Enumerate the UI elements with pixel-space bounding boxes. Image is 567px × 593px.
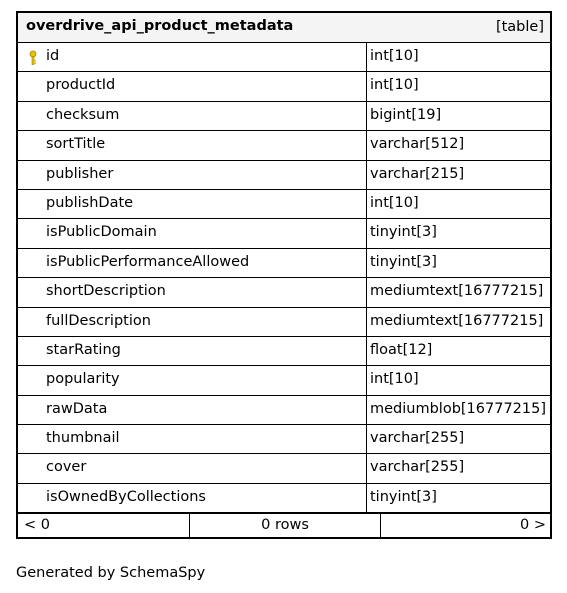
generated-by-label: Generated by SchemaSpy <box>16 565 206 581</box>
column-row[interactable] <box>18 484 550 513</box>
parents-count[interactable]: < 0 <box>24 517 50 533</box>
column-row[interactable] <box>18 190 550 219</box>
column-name: isPublicDomain <box>46 224 157 241</box>
column-name: popularity <box>46 371 120 388</box>
column-row[interactable] <box>18 337 550 366</box>
column-type: varchar[255] <box>370 430 465 447</box>
column-divider <box>366 454 367 482</box>
column-name: productId <box>46 77 116 94</box>
column-row[interactable] <box>18 72 550 101</box>
column-divider <box>366 43 367 71</box>
column-divider <box>366 190 367 218</box>
row-count: 0 rows <box>261 517 309 533</box>
column-row[interactable] <box>18 454 550 483</box>
table-type-label: [table] <box>495 19 544 35</box>
table-footer <box>18 513 550 538</box>
column-name: publishDate <box>46 194 134 211</box>
column-list <box>18 43 550 513</box>
column-type: tinyint[3] <box>370 253 437 270</box>
column-divider <box>366 337 367 365</box>
column-type: varchar[512] <box>370 136 465 153</box>
column-type: int[10] <box>370 48 419 64</box>
column-divider <box>366 161 367 189</box>
column-type: tinyint[3] <box>370 488 437 505</box>
column-type: mediumtext[16777215] <box>370 283 544 300</box>
column-name: shortDescription <box>46 283 166 300</box>
column-divider <box>366 396 367 424</box>
column-divider <box>366 219 367 247</box>
footer-divider <box>380 514 381 538</box>
column-name: cover <box>46 459 87 476</box>
column-name: id <box>46 48 60 64</box>
key-icon <box>26 50 40 66</box>
column-name: isPublicPerformanceAllowed <box>46 253 250 270</box>
column-row[interactable] <box>18 278 550 307</box>
column-divider <box>366 72 367 100</box>
column-type: mediumtext[16777215] <box>370 312 544 329</box>
column-divider <box>366 308 367 336</box>
column-row[interactable] <box>18 396 550 425</box>
column-divider <box>366 366 367 394</box>
table-box <box>16 11 552 539</box>
column-type: tinyint[3] <box>370 224 437 241</box>
table-header <box>18 13 550 43</box>
column-row[interactable] <box>18 366 550 395</box>
column-type: varchar[215] <box>370 165 465 182</box>
column-divider <box>366 484 367 512</box>
column-type: int[10] <box>370 371 419 388</box>
column-type: bigint[19] <box>370 106 442 123</box>
column-divider <box>366 102 367 130</box>
column-name: starRating <box>46 341 121 358</box>
column-row[interactable] <box>18 43 550 72</box>
column-row[interactable] <box>18 249 550 278</box>
column-name: publisher <box>46 165 114 182</box>
column-divider <box>366 249 367 277</box>
column-name: thumbnail <box>46 430 120 447</box>
column-name: fullDescription <box>46 312 151 329</box>
column-type: int[10] <box>370 77 419 94</box>
column-row[interactable] <box>18 102 550 131</box>
column-divider <box>366 425 367 453</box>
column-row[interactable] <box>18 308 550 337</box>
column-type: int[10] <box>370 194 419 211</box>
column-row[interactable] <box>18 425 550 454</box>
column-name: isOwnedByCollections <box>46 488 206 505</box>
column-type: float[12] <box>370 341 433 358</box>
column-name: rawData <box>46 400 108 417</box>
table-name[interactable]: overdrive_api_product_metadata <box>26 18 294 34</box>
children-count[interactable]: 0 > <box>520 517 546 533</box>
column-name: checksum <box>46 106 120 123</box>
column-row[interactable] <box>18 219 550 248</box>
column-divider <box>366 131 367 159</box>
column-row[interactable] <box>18 161 550 190</box>
column-type: mediumblob[16777215] <box>370 400 547 417</box>
column-row[interactable] <box>18 131 550 160</box>
column-divider <box>366 278 367 306</box>
column-type: varchar[255] <box>370 459 465 476</box>
column-name: sortTitle <box>46 136 106 153</box>
